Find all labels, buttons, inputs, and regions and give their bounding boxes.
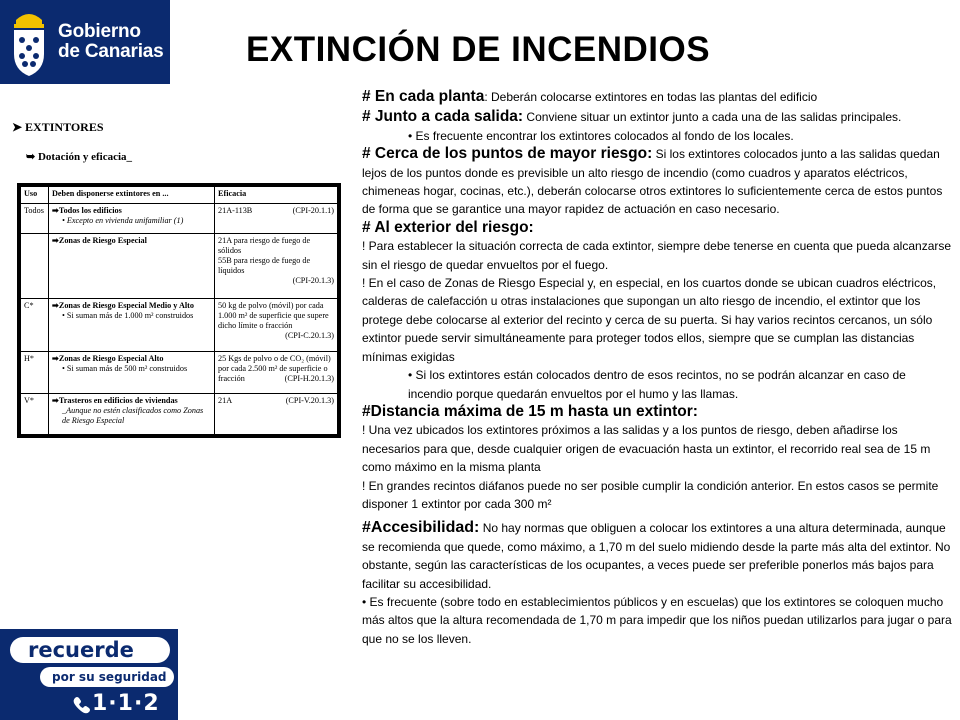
eficacia-value: 21A bbox=[218, 395, 233, 405]
section-text: ! En grandes recintos diáfanos puede no ser posible cumplir la condición anterior. En estos casos se permite disponer 1 extintor por cada 300 m² bbox=[362, 478, 939, 511]
table-header-row bbox=[21, 187, 338, 204]
eficacia-line bbox=[218, 206, 334, 216]
eficacia-line bbox=[218, 374, 334, 384]
cell-sub: _Aunque no estén clasificados como Zonas de Riesgo Especial bbox=[62, 405, 204, 425]
section-bullet: • Si los extintores están colocados dentro de esos recintos, no se podrán alcanzar en caso de incendio porque quedarán envueltos por el humo y las llamas. bbox=[408, 368, 906, 401]
eficacia-ref: (CPI-20.1.1) bbox=[292, 206, 334, 215]
section-text: ! En el caso de Zonas de Riesgo Especial y, en especial, en los cuartos donde se ubican cuadros eléctricos, calderas de calefacción u otras instalaciones que supongan un alto riesgo de incendio, el extintor que los protege debe colocarse al exterior del recinto y cerca de su puerta. Si hay varios recintos cercanos, un sólo extintor puede servir simultáneamente para proteger todos ellos, siempre que se cumplan las distancias mínimas exigidas bbox=[362, 276, 937, 364]
section-text: ! Para establecer la situación correcta de cada extintor, siempre debe tenerse en cuenta que pueda alcanzarse sin el riesgo de quedar envueltos por el fuego. bbox=[362, 239, 952, 272]
logo-text bbox=[58, 22, 164, 62]
table-row bbox=[21, 204, 338, 234]
badge-line1: recuerde bbox=[10, 637, 170, 663]
cell-uso: Todos bbox=[21, 204, 49, 234]
scan-subheading: ➥ Dotación y eficacia_ bbox=[26, 151, 133, 163]
phone-icon bbox=[72, 695, 92, 715]
logo-line1: Gobierno bbox=[58, 21, 141, 42]
section-distancia-maxima bbox=[362, 403, 952, 513]
cell-deben bbox=[49, 204, 215, 234]
eficacia-line bbox=[218, 396, 334, 406]
header-eficacia: Eficacia bbox=[215, 187, 338, 204]
table-row bbox=[21, 298, 338, 351]
logo-line2: de Canarias bbox=[58, 41, 164, 62]
section-heading: # Al exterior del riesgo: bbox=[362, 218, 534, 236]
cell-main: ➡Zonas de Riesgo Especial Medio y Alto bbox=[52, 300, 194, 310]
section-text: Conviene situar un extintor junto a cada una de las salidas principales. bbox=[523, 110, 902, 125]
scan-heading: ➤ EXTINTORES bbox=[12, 120, 104, 134]
cell-uso: H* bbox=[21, 352, 49, 393]
eficacia-value: por cada 2.500 m² de superficie o bbox=[218, 364, 328, 374]
content-column bbox=[362, 88, 952, 648]
recuerde-112-badge bbox=[0, 629, 178, 720]
cell-main: ➡Zonas de Riesgo Especial bbox=[52, 235, 147, 245]
cell-eficacia bbox=[215, 352, 338, 393]
section-text: No hay normas que obliguen a colocar los extintores a una altura determinada, aunque se recomienda que quede, como máximo, a 1,70 m del suelo midiendo desde la parte más alta del extintor. No obstante, según las características de los ocupantes, a veces puede ser preferible ponerlos más bajos para facilitar su accesibilidad. bbox=[362, 521, 951, 591]
cell-main: ➡Zonas de Riesgo Especial Alto bbox=[52, 354, 164, 364]
eficacia-value: dicho límite o fracción bbox=[218, 320, 293, 330]
cell-uso: V* bbox=[21, 393, 49, 435]
eficacia-value: 25 Kgs de polvo o de CO₂ (móvil) bbox=[218, 354, 331, 364]
section-text: Si los extintores colocados junto a las salidas quedan lejos de los puntos donde es previsible un alto riesgo de incendio (como cuadros y aparatos eléctricos, chimeneas hogar, cocinas, etc.), deberán colocarse otros extintores lo suficientemente cerca de estos puntos de forma que se garantice una mayor rapidez de actuación en caso necesario. bbox=[362, 147, 943, 217]
section-heading: # Cerca de los puntos de mayor riesgo: bbox=[362, 145, 653, 163]
section-heading: #Distancia máxima de 15 m hasta un extintor: bbox=[362, 402, 698, 420]
cell-deben bbox=[49, 352, 215, 393]
table-row bbox=[21, 233, 338, 298]
header-uso: Uso bbox=[21, 187, 49, 204]
section-mayor-riesgo bbox=[362, 145, 952, 219]
section-heading: # Junto a cada salida: bbox=[362, 108, 524, 126]
cell-sub: • Si suman más de 1.000 m² construidos bbox=[62, 310, 194, 320]
extintores-table bbox=[17, 183, 341, 438]
section-text: : Deberán colocarse extintores en todas las plantas del edificio bbox=[484, 90, 818, 104]
section-heading: #Accesibilidad: bbox=[362, 519, 480, 537]
table-row bbox=[21, 352, 338, 393]
eficacia-ref: (CPI-V.20.1.3) bbox=[285, 395, 334, 405]
gobierno-canarias-logo bbox=[0, 0, 170, 84]
eficacia-value: 21A para riesgo de fuego de sólidos bbox=[218, 235, 311, 255]
table-row bbox=[21, 393, 338, 435]
coat-of-arms-icon bbox=[8, 6, 50, 78]
eficacia-value: 50 kg de polvo (móvil) por cada bbox=[218, 300, 324, 310]
cell-sub: • Si suman más de 500 m² construidos bbox=[62, 364, 188, 374]
eficacia-ref: (CPI-C.20.1.3) bbox=[285, 330, 334, 340]
section-text: ! Una vez ubicados los extintores próximos a las salidas y a los puntos de riesgo, deben añadirse los necesarios para que, desde cualquier origen de evacuación hasta un extintor, el recorrido real sea de 15 m como máximo en la misma planta bbox=[362, 423, 931, 475]
section-accesibilidad bbox=[362, 519, 952, 593]
cell-deben bbox=[49, 393, 215, 435]
eficacia-value: 55B para riesgo de fuego de líquidos bbox=[218, 255, 311, 275]
section-exterior-riesgo bbox=[362, 219, 952, 366]
eficacia-ref: (CPI-H.20.1.3) bbox=[284, 374, 334, 384]
cell-deben bbox=[49, 298, 215, 351]
eficacia-value: fracción bbox=[218, 374, 245, 384]
eficacia-value: 1.000 m² de superficie que supere bbox=[218, 310, 329, 320]
cell-main: ➡Trasteros en edificios de viviendas bbox=[52, 395, 178, 405]
extintores-table-grid bbox=[20, 186, 338, 435]
page-title: EXTINCIÓN DE INCENDIOS bbox=[246, 30, 711, 69]
cell-deben bbox=[49, 233, 215, 298]
cell-uso bbox=[21, 233, 49, 298]
section-bullet: • Es frecuente encontrar los extintores colocados al fondo de los locales. bbox=[408, 128, 794, 143]
cell-eficacia bbox=[215, 233, 338, 298]
section-heading: # En cada planta bbox=[362, 88, 485, 105]
badge-line2: por su seguridad bbox=[40, 667, 174, 687]
cell-uso: C* bbox=[21, 298, 49, 351]
cell-eficacia bbox=[215, 393, 338, 435]
cell-main: ➡Todos los edificios bbox=[52, 206, 122, 215]
cell-sub: • Excepto en vivienda unifamiliar (1) bbox=[62, 216, 184, 225]
section-bullet: • Es frecuente (sobre todo en establecimientos públicos y en escuelas) que los extintores se coloquen mucho más altos que la altura recomendada de 1,70 m para impedir que los niños puedan utilizarlos para jugar o para que no se los lleven. bbox=[362, 594, 952, 646]
section-cada-planta bbox=[362, 88, 952, 106]
eficacia-ref: (CPI-20.1.3) bbox=[292, 275, 334, 285]
section-junto-salida bbox=[362, 108, 952, 126]
eficacia-value: 21A-113B bbox=[218, 206, 253, 215]
badge-number: 1·1·2 bbox=[92, 691, 160, 716]
header-deben: Deben disponerse extintores en ... bbox=[49, 187, 215, 204]
cell-eficacia bbox=[215, 298, 338, 351]
cell-eficacia bbox=[215, 204, 338, 234]
